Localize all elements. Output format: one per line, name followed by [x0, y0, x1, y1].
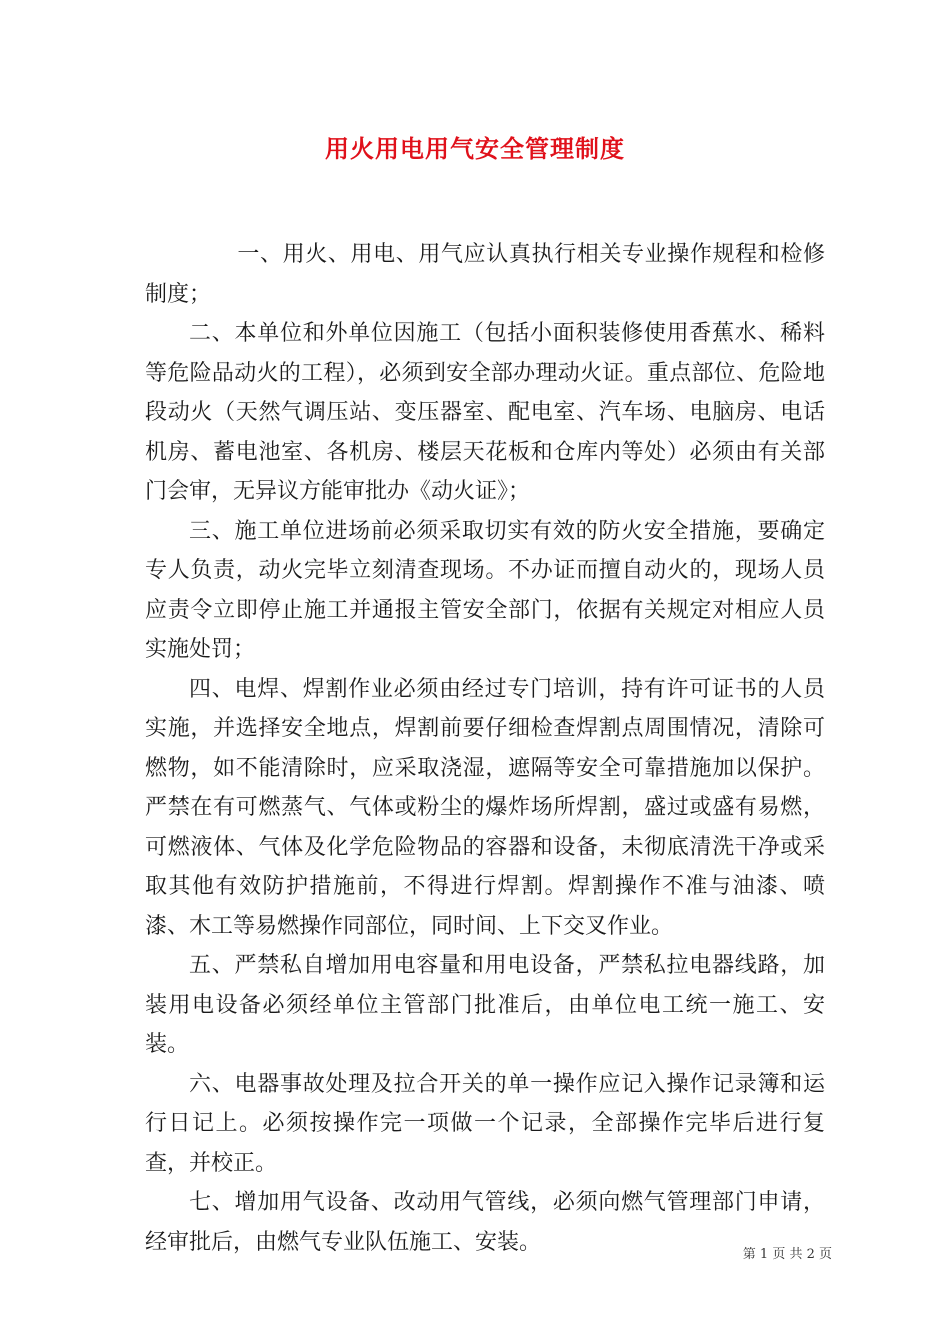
page-title: 用火用电用气安全管理制度 [325, 134, 625, 163]
paragraph-6: 六、电器事故处理及拉合开关的单一操作应记入操作记录簿和运行日记上。必须按操作完一项做一个记录，全部操作完毕后进行复查，并校正。 [145, 1071, 825, 1176]
paragraph-7: 七、增加用气设备、改动用气管线，必须向燃气管理部门申请，经审批后，由燃气专业队伍施工、安装。 [145, 1190, 825, 1255]
paragraph-4: 四、电焊、焊割作业必须由经过专门培训，持有许可证书的人员实施，并选择安全地点，焊割前要仔细检查焊割点周围情况，清除可燃物，如不能清除时，应采取浇湿，遮隔等安全可靠措施加以保护。严禁在有可燃蒸气、气体或粉尘的爆炸场所焊割，盛过或盛有易燃，可燃液体、气体及化学危险物品的容器和设备，未彻底清洗干净或采取其他有效防护措施前，不得进行焊割。焊割操作不准与油漆、喷漆、木工等易燃操作同部位，同时间、上下交叉作业。 [145, 676, 825, 939]
document-body [145, 235, 825, 1262]
paragraph-1: 一、用火、用电、用气应认真执行相关专业操作规程和检修制度； [145, 242, 825, 307]
paragraph-3: 三、施工单位进场前必须采取切实有效的防火安全措施，要确定专人负责，动火完毕立刻清查现场。不办证而擅自动火的，现场人员应责令立即停止施工并通报主管安全部门，依据有关规定对相应人员实施处罚； [145, 518, 825, 662]
paragraph-2: 二、本单位和外单位因施工（包括小面积装修使用香蕉水、稀料等危险品动火的工程），必须到安全部办理动火证。重点部位、危险地段动火（天然气调压站、变压器室、配电室、汽车场、电脑房、电话机房、蓄电池室、各机房、楼层天花板和仓库内等处）必须由有关部门会审，无异议方能审批办《动火证》； [145, 321, 825, 504]
paragraph-5: 五、严禁私自增加用电容量和用电设备，严禁私拉电器线路，加装用电设备必须经单位主管部门批准后，由单位电工统一施工、安装。 [145, 953, 825, 1057]
page-number: 第 1 页 共 2 页 [742, 1247, 832, 1262]
